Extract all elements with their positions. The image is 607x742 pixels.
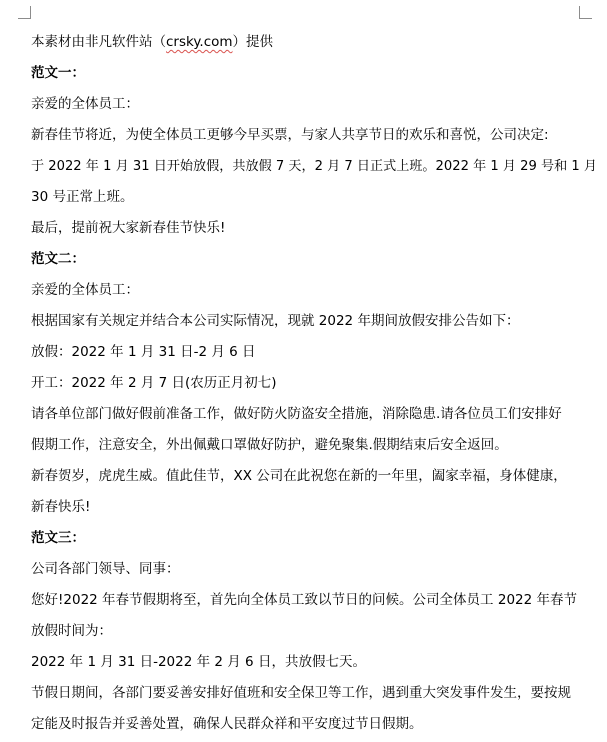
source-prefix: 本素材由非凡软件站（ [31, 34, 166, 50]
page-corner-mark-right [579, 6, 592, 19]
text-line: 亲爱的全体员工： [31, 96, 139, 112]
text-line: 节假日期间，各部门要妥善安排好值班和安全保卫等工作，遇到重大突发事件发生，要按规 [31, 685, 571, 701]
text-line: 新春贺岁，虎虎生威。值此佳节，XX 公司在此祝您在新的一年里，阖家幸福，身体健康， [31, 468, 567, 484]
document-body[interactable] [31, 27, 597, 740]
text-line: 30 号正常上班。 [31, 189, 134, 205]
section-heading-1: 范文一： [31, 65, 85, 81]
text-line: 亲爱的全体员工： [31, 282, 139, 298]
text-line: 定能及时报告并妥善处置，确保人民群众祥和平安度过节日假期。 [31, 716, 423, 732]
text-line: 最后，提前祝大家新春佳节快乐! [31, 220, 226, 236]
text-line: 公司各部门领导、同事： [31, 561, 180, 577]
section-heading-3: 范文三： [31, 530, 85, 546]
text-line: 放假时间为： [31, 623, 112, 639]
source-line [31, 27, 597, 58]
source-site: crsky.com [166, 34, 233, 50]
section-heading-2: 范文二： [31, 251, 85, 267]
text-line: 新春快乐! [31, 499, 91, 515]
source-suffix: ）提供 [232, 34, 274, 50]
page-corner-mark-left [18, 6, 31, 19]
text-line: 于 2022 年 1 月 31 日开始放假，共放假 7 天，2 月 7 日正式上班。2022 年 1 月 29 号和 1 月 [31, 159, 597, 174]
text-line: 新春佳节将近，为使全体员工更够今早买票，与家人共享节日的欢乐和喜悦，公司决定: [31, 127, 549, 143]
text-line: 请各单位部门做好假前准备工作，做好防火防盗安全措施，消除隐患.请各位员工们安排好 [31, 406, 562, 422]
text-line: 2022 年 1 月 31 日-2022 年 2 月 6 日，共放假七天。 [31, 654, 366, 670]
text-line: 根据国家有关规定并结合本公司实际情况，现就 2022 年期间放假安排公告如下： [31, 313, 520, 329]
text-line: 放假：2022 年 1 月 31 日-2 月 6 日 [31, 344, 256, 360]
text-line: 开工：2022 年 2 月 7 日(农历正月初七) [31, 375, 277, 391]
text-line: 假期工作，注意安全，外出佩戴口罩做好防护，避免聚集.假期结束后安全返回。 [31, 437, 508, 453]
text-line: 您好!2022 年春节假期将至，首先向全体员工致以节日的问候。公司全体员工 2022 年春节 [31, 592, 577, 608]
